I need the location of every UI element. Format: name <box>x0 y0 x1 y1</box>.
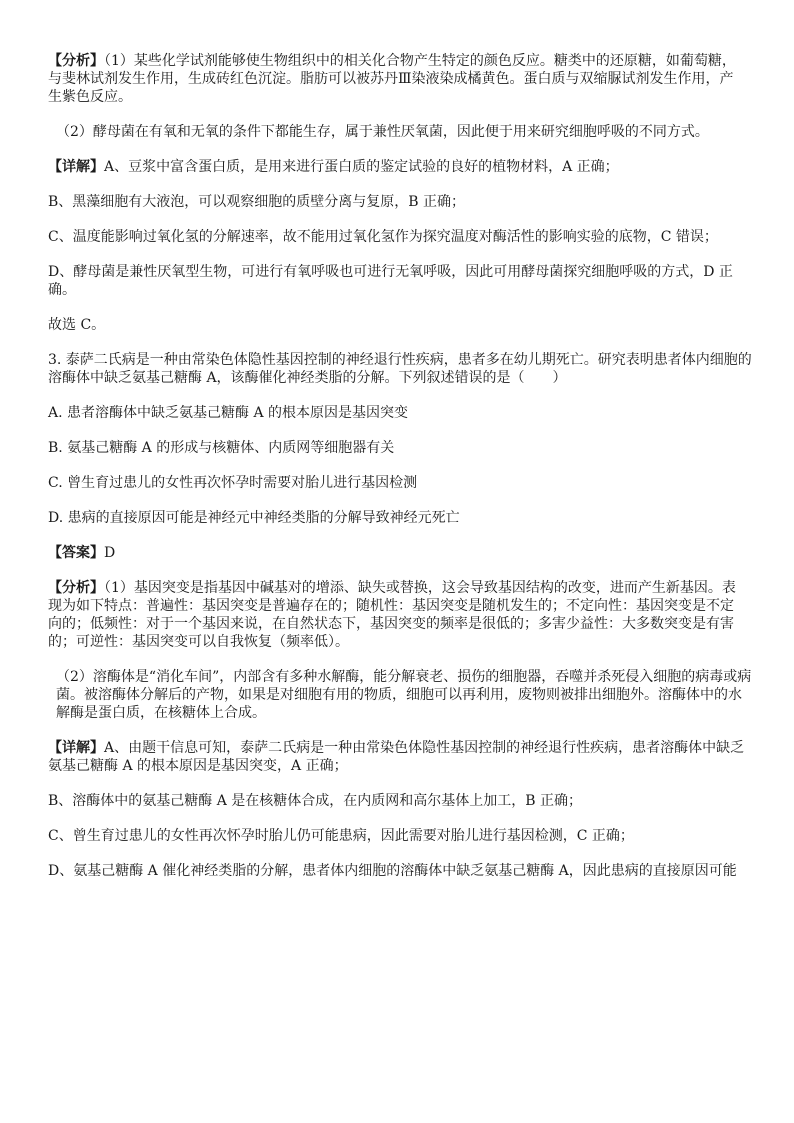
paragraph-detail3-d <box>48 862 748 880</box>
text-line <box>48 158 748 176</box>
section-label: 【分析】 <box>48 580 104 596</box>
paragraph-option-b <box>48 439 748 457</box>
paragraph-analysis-2 <box>48 123 748 141</box>
line-text: 现为如下特点：普遍性：基因突变是普遍存在的；随机性：基因突变是随机发生的；不定向性：基因突变是不定 <box>48 598 734 614</box>
line-text: D、酵母菌是兼性厌氧型生物，可进行有氧呼吸也可进行无氧呼吸，因此可用酵母菌探究细胞呼吸的方式，D 正 <box>48 264 733 280</box>
paragraph-detail3-b <box>48 792 748 810</box>
line-text: A、豆浆中富含蛋白质，是用来进行蛋白质的鉴定试验的良好的植物材料，A 正确； <box>104 159 619 175</box>
line-text: 故选 C。 <box>48 317 106 333</box>
text-line <box>48 615 748 633</box>
text-line <box>48 369 748 387</box>
line-text: 3. 泰萨二氏病是一种由常染色体隐性基因控制的神经退行性疾病，患者多在幼儿期死亡。研究表明患者体内细胞的 <box>48 352 752 368</box>
line-text: 解酶是蛋白质，在核糖体上合成。 <box>56 705 266 721</box>
line-text: （1）基因突变是指基因中碱基对的增添、缺失或替换，这会导致基因结构的改变，进而产生新基因。表 <box>104 580 736 596</box>
line-text: A、由题干信息可知，泰萨二氏病是一种由常染色体隐性基因控制的神经退行性疾病，患者溶酶体中缺乏 <box>104 740 745 756</box>
line-text: （2）酵母菌在有氧和无氧的条件下都能生存，属于兼性厌氧菌，因此便于用来研究细胞呼吸的不同方式。 <box>56 124 709 140</box>
paragraph-option-c <box>48 474 748 492</box>
document-page <box>48 52 752 897</box>
paragraph-detail-a <box>48 158 748 176</box>
line-text: B、溶酶体中的氨基己糖酶 A 是在核糖体合成，在内质网和高尔基体上加工，B 正确； <box>48 793 583 809</box>
line-text: 溶酶体中缺乏氨基己糖酶 A，该酶催化神经类脂的分解。下列叙述错误的是（ ） <box>48 370 567 386</box>
paragraph-analysis-3-1 <box>48 579 748 651</box>
paragraph-detail-c <box>48 228 748 246</box>
text-line <box>48 351 752 369</box>
paragraph-analysis-3-2 <box>48 668 752 722</box>
line-text: 菌。被溶酶体分解后的产物，如果是对细胞有用的物质，细胞可以再利用，废物则被排出细胞外。溶酶体中的水 <box>56 687 742 703</box>
text-line <box>48 316 748 334</box>
line-text: C. 曾生育过患儿的女性再次怀孕时需要对胎儿进行基因检测 <box>48 475 418 491</box>
text-line <box>48 474 748 492</box>
line-text: A. 患者溶酶体中缺乏氨基己糖酶 A 的根本原因是基因突变 <box>48 405 409 421</box>
paragraph-choose-c <box>48 316 748 334</box>
paragraph-detail-b <box>48 193 748 211</box>
line-text: 生紫色反应。 <box>48 89 132 105</box>
text-line <box>56 668 752 686</box>
paragraph-analysis-1 <box>48 52 748 106</box>
paragraph-detail3-a <box>48 739 748 775</box>
line-text: 的；可逆性：基因突变可以自我恢复（频率低）。 <box>48 634 349 650</box>
text-line <box>48 263 748 281</box>
line-text: （2）溶酶体是“消化车间”，内部含有多种水解酶，能分解衰老、损伤的细胞器，吞噬并杀死侵入细胞的病毒或病 <box>56 669 752 685</box>
text-line <box>48 862 748 880</box>
text-line <box>48 281 748 299</box>
text-line <box>48 827 748 845</box>
text-line <box>48 52 748 70</box>
text-line <box>56 686 748 704</box>
text-line <box>48 509 748 527</box>
text-line <box>48 597 748 615</box>
text-line <box>48 633 748 651</box>
text-line <box>48 739 748 757</box>
paragraph-option-a <box>48 404 748 422</box>
line-text: 向的；低频性：对于一个基因来说，在自然状态下，基因突变的频率是很低的；多害少益性：大多数突变是有害 <box>48 616 734 632</box>
paragraph-detail3-c <box>48 827 748 845</box>
line-text: D. 患病的直接原因可能是神经元中神经类脂的分解导致神经元死亡 <box>48 510 460 526</box>
text-line <box>48 404 748 422</box>
line-text: 氨基己糖酶 A 的根本原因是基因突变，A 正确； <box>48 758 348 774</box>
text-line <box>48 579 748 597</box>
section-label: 【答案】 <box>48 545 104 561</box>
line-text: B. 氨基己糖酶 A 的形成与核糖体、内质网等细胞器有关 <box>48 440 395 456</box>
paragraph-question-3 <box>48 351 752 387</box>
line-text: 确。 <box>48 282 76 298</box>
line-text: C、曾生育过患儿的女性再次怀孕时胎儿仍可能患病，因此需要对胎儿进行基因检测，C 正确； <box>48 828 634 844</box>
text-line <box>48 88 748 106</box>
section-label: 【分析】 <box>48 53 104 69</box>
text-line <box>56 704 748 722</box>
paragraph-answer <box>48 544 748 562</box>
line-text: B、黑藻细胞有大液泡，可以观察细胞的质壁分离与复原，B 正确； <box>48 194 466 210</box>
line-text: C、温度能影响过氧化氢的分解速率，故不能用过氧化氢作为探究温度对酶活性的影响实验的底物，C 错误； <box>48 229 718 245</box>
text-line <box>48 228 748 246</box>
line-text: D、氨基己糖酶 A 催化神经类脂的分解，患者体内细胞的溶酶体中缺乏氨基己糖酶 A，因此患病的直接原因可能 <box>48 863 737 879</box>
text-line <box>48 70 748 88</box>
section-label: 【详解】 <box>48 740 104 756</box>
paragraph-option-d <box>48 509 748 527</box>
text-line <box>48 193 748 211</box>
text-line <box>48 757 748 775</box>
line-text: D <box>104 545 116 561</box>
text-line <box>48 439 748 457</box>
paragraph-detail-d <box>48 263 748 299</box>
text-line <box>48 544 748 562</box>
text-line <box>48 792 748 810</box>
text-line <box>56 123 748 141</box>
section-label: 【详解】 <box>48 159 104 175</box>
line-text: （1）某些化学试剂能够使生物组织中的相关化合物产生特定的颜色反应。糖类中的还原糖，如葡萄糖， <box>104 53 736 69</box>
line-text: 与斐林试剂发生作用，生成砖红色沉淀。脂肪可以被苏丹Ⅲ染液染成橘黄色。蛋白质与双缩脲试剂发生作用，产 <box>48 71 734 87</box>
